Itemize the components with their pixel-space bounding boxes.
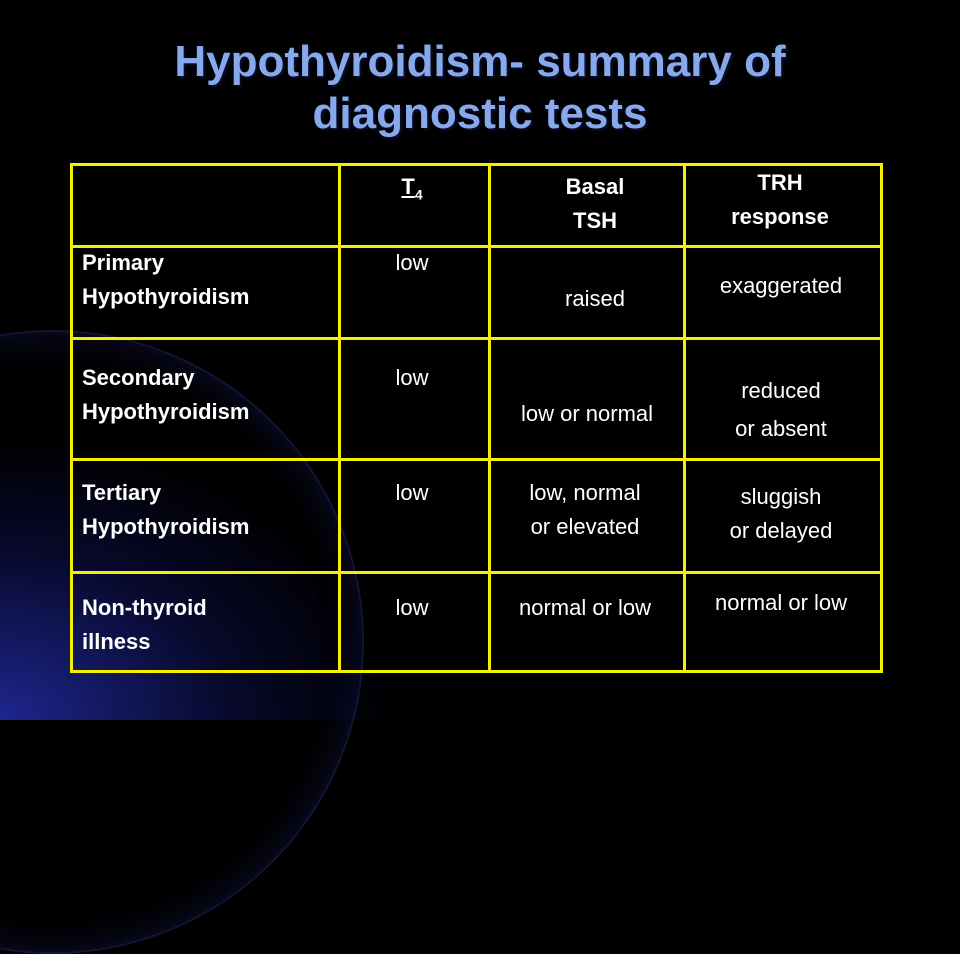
header-t4 — [380, 170, 444, 211]
column-divider — [338, 166, 341, 670]
header-basal-tsh — [525, 170, 665, 238]
row-tertiary-trh — [695, 480, 867, 548]
row-secondary-trh-line1: reduced — [741, 378, 821, 403]
title-line-1: Hypothyroidism- summary of — [174, 37, 786, 86]
row-nonthyroid-label — [82, 591, 207, 659]
column-divider — [683, 166, 686, 670]
row-primary-tsh: raised — [565, 286, 625, 311]
row-nonthyroid-t4: low — [395, 595, 429, 620]
row-nonthyroid-label-line1: Non-thyroid — [82, 595, 207, 620]
row-divider — [73, 571, 880, 574]
row-nonthyroid-trh: normal or low — [714, 590, 848, 615]
row-secondary-label-line2: Hypothyroidism — [82, 399, 250, 424]
row-tertiary-tsh — [490, 476, 680, 544]
row-tertiary-tsh-line1: low, normal — [529, 480, 641, 505]
row-primary-label-line1: Primary — [82, 250, 164, 275]
row-secondary-trh-line2: or absent — [735, 416, 827, 441]
row-secondary-label-line1: Secondary — [82, 365, 195, 390]
row-primary-t4: low — [395, 250, 429, 275]
header-trh-line1: TRH — [757, 170, 803, 195]
title-line-2: diagnostic tests — [312, 89, 648, 138]
header-t4-subscript: 4 — [414, 186, 423, 203]
row-secondary-t4: low — [395, 365, 429, 390]
row-primary-label-line2: Hypothyroidism — [82, 284, 250, 309]
row-primary-trh: exaggerated — [719, 273, 843, 298]
row-tertiary-t4: low — [395, 480, 429, 505]
row-tertiary-label-line1: Tertiary — [82, 480, 162, 505]
row-tertiary-trh-line1: sluggish — [740, 484, 822, 509]
row-tertiary-label — [82, 476, 249, 544]
row-nonthyroid-tsh: normal or low — [518, 595, 652, 620]
row-divider — [73, 458, 880, 461]
row-primary-label — [82, 246, 249, 314]
header-trh-response — [700, 166, 860, 234]
header-t4-base: T — [401, 174, 415, 199]
header-basal-line1: Basal — [565, 174, 625, 199]
header-basal-line2: TSH — [573, 208, 617, 233]
row-tertiary-tsh-line2: or elevated — [530, 514, 640, 539]
row-secondary-trh — [695, 372, 867, 448]
row-secondary-label — [82, 361, 249, 429]
row-tertiary-trh-line2: or delayed — [729, 518, 833, 543]
slide-title — [0, 36, 960, 140]
row-nonthyroid-label-line2: illness — [82, 629, 151, 654]
row-divider — [73, 337, 880, 340]
row-tertiary-label-line2: Hypothyroidism — [82, 514, 250, 539]
row-secondary-tsh: low or normal — [520, 401, 654, 426]
header-trh-line2: response — [731, 204, 829, 229]
